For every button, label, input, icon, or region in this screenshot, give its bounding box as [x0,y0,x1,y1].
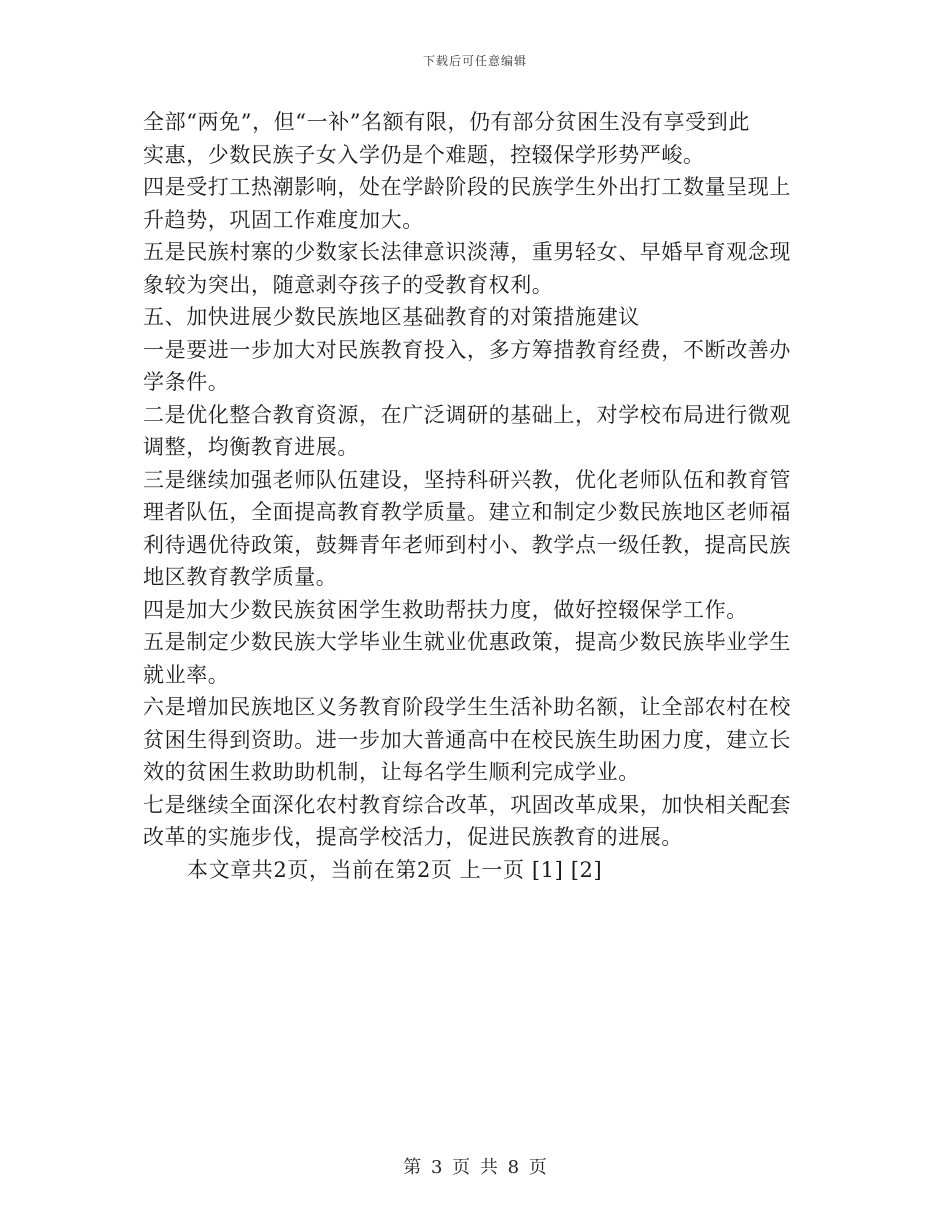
body-line: 实惠，少数民族子女入学仍是个难题，控辍保学形势严峻。 [143,142,705,167]
pagination-summary: 本文章共2页，当前在第2页 [187,857,460,882]
prev-page-link[interactable]: 上一页 [459,857,525,882]
body-line: 四是加大少数民族贫困学生救助帮扶力度，做好控辍保学工作。 [143,597,748,622]
body-line: 五是制定少数民族大学毕业生就业优惠政策，提高少数民族毕业学生 [143,630,791,654]
article-pagination [143,854,803,887]
body-line: 全部“两免”，但“一补”名额有限，仍有部分贫困生没有享受到此 [143,110,750,134]
section-heading: 五、加快进展少数民族地区基础教育的对策措施建议 [143,305,640,329]
body-line: 七是继续全面深化农村教育综合改革，巩固改革成果，加快相关配套 [143,792,791,817]
body-line: 三是继续加强老师队伍建设，坚持科研兴教，优化老师队伍和教育管 [143,467,791,492]
body-line: 升趋势，巩固工作难度加大。 [143,207,424,232]
body-line: 贫困生得到资助。进一步加大普通高中在校民族生助困力度，建立长 [143,727,791,752]
body-line: 五是民族村寨的少数家长法律意识淡薄，重男轻女、早婚早育观念现 [143,240,791,264]
body-line: 四是受打工热潮影响，处在学龄阶段的民族学生外出打工数量呈现上 [143,175,791,199]
document-body [143,106,803,886]
body-line: 改革的实施步伐，提高学校活力，促进民族教育的进展。 [143,825,683,849]
page-footer: 第 3 页 共 8 页 [403,1157,547,1178]
body-line: 理者队伍，全面提高教育教学质量。建立和制定少数民族地区老师福 [143,500,791,524]
body-line: 就业率。 [143,662,230,687]
page-2-link[interactable]: [2] [570,857,603,882]
body-line: 地区教育教学质量。 [143,565,338,589]
body-line: 六是增加民族地区义务教育阶段学生生活补助名额，让全部农村在校 [143,695,791,719]
body-line: 学条件。 [143,370,230,394]
body-line: 调整，均衡教育进展。 [143,435,359,459]
body-line: 象较为突出，随意剥夺孩子的受教育权利。 [143,272,554,297]
page-1-link[interactable]: [1] [531,857,564,882]
body-line: 效的贫困生救助助机制，让每名学生顺利完成学业。 [143,760,640,784]
page-header: 下载后可任意编辑 [422,54,527,68]
body-line: 二是优化整合教育资源，在广泛调研的基础上，对学校布局进行微观 [143,402,791,427]
body-line: 利待遇优待政策，鼓舞青年老师到村小、教学点一级任教，提高民族 [143,532,791,557]
body-line: 一是要进一步加大对民族教育投入，多方筹措教育经费，不断改善办 [143,337,791,362]
